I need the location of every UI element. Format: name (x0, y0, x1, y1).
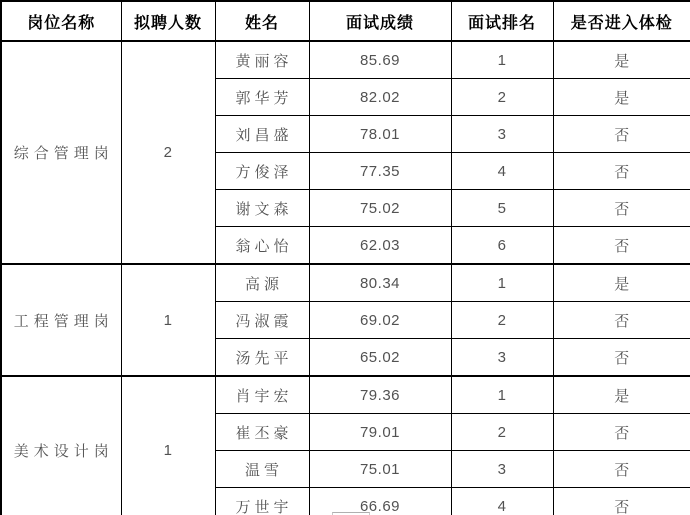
interview-rank: 3 (451, 116, 553, 153)
table-row (1, 41, 690, 79)
physical-exam-flag: 是 (553, 79, 690, 116)
physical-exam-flag: 否 (553, 488, 690, 515)
physical-exam-flag: 是 (553, 376, 690, 414)
candidate-name: 黄丽容 (215, 41, 309, 79)
interview-score: 85.69 (309, 41, 451, 79)
col-header-planned-count: 拟聘人数 (121, 1, 215, 41)
candidate-name: 崔丕豪 (215, 414, 309, 451)
interview-score: 62.03 (309, 227, 451, 265)
physical-exam-flag: 否 (553, 227, 690, 265)
candidate-name: 肖宇宏 (215, 376, 309, 414)
physical-exam-flag: 否 (553, 190, 690, 227)
candidate-name: 万世宇 (215, 488, 309, 515)
interview-score: 75.02 (309, 190, 451, 227)
interview-rank: 4 (451, 488, 553, 515)
interview-rank: 1 (451, 376, 553, 414)
interview-score: 66.69 (309, 488, 451, 515)
physical-exam-flag: 否 (553, 153, 690, 190)
interview-score: 79.36 (309, 376, 451, 414)
header-row (1, 1, 690, 41)
interview-score: 65.02 (309, 339, 451, 377)
interview-score: 77.35 (309, 153, 451, 190)
interview-rank: 2 (451, 302, 553, 339)
candidate-name: 刘昌盛 (215, 116, 309, 153)
col-header-position: 岗位名称 (1, 1, 121, 41)
candidate-name: 汤先平 (215, 339, 309, 377)
physical-exam-flag: 否 (553, 302, 690, 339)
physical-exam-flag: 是 (553, 264, 690, 302)
candidate-name: 谢文森 (215, 190, 309, 227)
interview-rank: 5 (451, 190, 553, 227)
physical-exam-flag: 是 (553, 41, 690, 79)
candidate-name: 冯淑霞 (215, 302, 309, 339)
interview-rank: 6 (451, 227, 553, 265)
candidate-name: 温雪 (215, 451, 309, 488)
interview-score: 69.02 (309, 302, 451, 339)
col-header-name: 姓名 (215, 1, 309, 41)
table-row (1, 376, 690, 414)
interview-rank: 2 (451, 414, 553, 451)
candidate-name: 方俊泽 (215, 153, 309, 190)
planned-count-cell: 2 (121, 41, 215, 264)
physical-exam-flag: 否 (553, 451, 690, 488)
table-row (1, 264, 690, 302)
position-cell: 综合管理岗 (1, 41, 121, 264)
interview-rank: 3 (451, 339, 553, 377)
col-header-interview-rank: 面试排名 (451, 1, 553, 41)
physical-exam-flag: 否 (553, 116, 690, 153)
physical-exam-flag: 否 (553, 339, 690, 377)
position-cell: 工程管理岗 (1, 264, 121, 376)
col-header-interview-score: 面试成绩 (309, 1, 451, 41)
candidate-name: 郭华芳 (215, 79, 309, 116)
interview-score: 79.01 (309, 414, 451, 451)
interview-rank: 3 (451, 451, 553, 488)
interview-score: 82.02 (309, 79, 451, 116)
interview-rank: 1 (451, 264, 553, 302)
physical-exam-flag: 否 (553, 414, 690, 451)
interview-rank: 2 (451, 79, 553, 116)
interview-score: 80.34 (309, 264, 451, 302)
planned-count-cell: 1 (121, 376, 215, 515)
interview-rank: 1 (451, 41, 553, 79)
interview-score: 75.01 (309, 451, 451, 488)
candidate-name: 翁心怡 (215, 227, 309, 265)
interview-score: 78.01 (309, 116, 451, 153)
col-header-physical-exam: 是否进入体检 (553, 1, 690, 41)
planned-count-cell: 1 (121, 264, 215, 376)
candidate-name: 高源 (215, 264, 309, 302)
interview-rank: 4 (451, 153, 553, 190)
position-cell: 美术设计岗 (1, 376, 121, 515)
